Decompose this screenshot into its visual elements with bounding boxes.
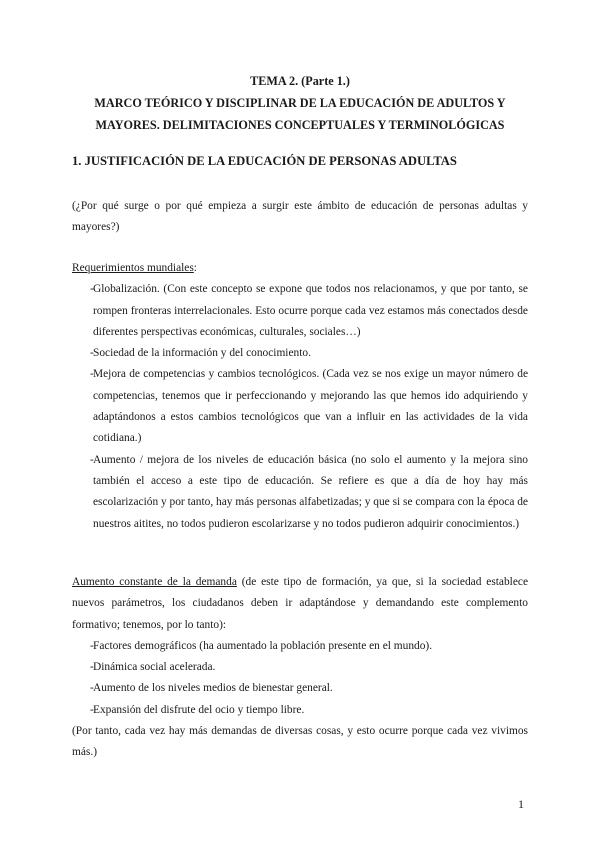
list-item-text: Aumento / mejora de los niveles de educación básica (no solo el aumento y la mejora sino también el acceso a este tipo de educación. Se refiere es que a día de hoy hay más escolarización y por tanto, hay más personas alfabetizadas; y que si se compara con la época de nuestros aitites, no todos pudieron escolarizarse y no todos pudieron adquirir conocimientos.) bbox=[93, 453, 528, 530]
list-item-text: Aumento de los niveles medios de bienestar general. bbox=[93, 682, 333, 695]
aumento-paragraph bbox=[72, 572, 528, 636]
dash-bullet: - bbox=[90, 661, 94, 674]
title-line-2: MARCO TEÓRICO Y DISCIPLINAR DE LA EDUCACIÓN DE ADULTOS Y bbox=[94, 96, 506, 110]
list-item bbox=[72, 364, 528, 449]
intro-paragraph: (¿Por qué surge o por qué empieza a surgir este ámbito de educación de personas adultas y mayores?) bbox=[72, 200, 528, 234]
requerimientos-colon: : bbox=[193, 262, 197, 274]
dash-bullet: - bbox=[90, 639, 94, 652]
dash-bullet: - bbox=[90, 368, 94, 381]
requerimientos-list bbox=[72, 279, 528, 535]
dash-bullet: - bbox=[90, 703, 94, 716]
dash-bullet: - bbox=[90, 682, 94, 695]
list-item bbox=[72, 450, 528, 535]
list-item-text: Factores demográficos (ha aumentado la población presente en el mundo). bbox=[93, 639, 433, 652]
page-number: 1 bbox=[518, 797, 524, 811]
aumento-text: (de este tipo de formación, ya que, si la sociedad establece nuevos parámetros, los ciudadanos deben ir adaptándose y demandando este complemento formativo; tenemos, por lo tanto): bbox=[72, 576, 528, 631]
requerimientos-heading bbox=[72, 258, 528, 279]
aumento-closing: (Por tanto, cada vez hay más demandas de diversas cosas, y esto ocurre porque cada vez vivimos más.) bbox=[72, 725, 528, 759]
aumento-list bbox=[72, 636, 528, 721]
list-item bbox=[72, 343, 528, 364]
section-heading: 1. JUSTIFICACIÓN DE LA EDUCACIÓN DE PERSONAS ADULTAS bbox=[72, 154, 457, 168]
list-item-text: Sociedad de la información y del conocimiento. bbox=[93, 347, 311, 360]
list-item-text: Mejora de competencias y cambios tecnológicos. (Cada vez se nos exige un mayor número de competencias, tenemos que ir perfeccionando y mejorando las que hemos ido adquiriendo y adaptándonos a estos cambios tecnológicos que van a influir en las actividades de la vida cotidiana.) bbox=[93, 368, 528, 445]
requerimientos-section bbox=[72, 258, 528, 535]
list-item bbox=[72, 279, 528, 343]
aumento-label: Aumento constante de la demanda bbox=[72, 576, 237, 588]
list-item bbox=[72, 678, 528, 699]
dash-bullet: - bbox=[90, 283, 94, 296]
list-item bbox=[72, 700, 528, 721]
title-line-3: MAYORES. DELIMITACIONES CONCEPTUALES Y TERMINOLÓGICAS bbox=[95, 118, 505, 132]
title-line-1: TEMA 2. (Parte 1.) bbox=[250, 74, 350, 88]
aumento-section bbox=[72, 572, 528, 764]
dash-bullet: - bbox=[90, 347, 94, 360]
list-item-text: Globalización. (Con este concepto se expone que todos nos relacionamos, y que por tanto, se rompen fronteras interrelacionales. Esto ocurre porque cada vez estamos más conectados desde diferentes perspectivas económicas, culturales, sociales…) bbox=[93, 283, 528, 338]
list-item-text: Dinámica social acelerada. bbox=[93, 661, 216, 674]
dash-bullet: - bbox=[90, 453, 94, 466]
document-title bbox=[72, 70, 528, 136]
list-item bbox=[72, 657, 528, 678]
list-item bbox=[72, 636, 528, 657]
list-item-text: Expansión del disfrute del ocio y tiempo libre. bbox=[93, 703, 305, 716]
requerimientos-label: Requerimientos mundiales bbox=[72, 262, 194, 274]
